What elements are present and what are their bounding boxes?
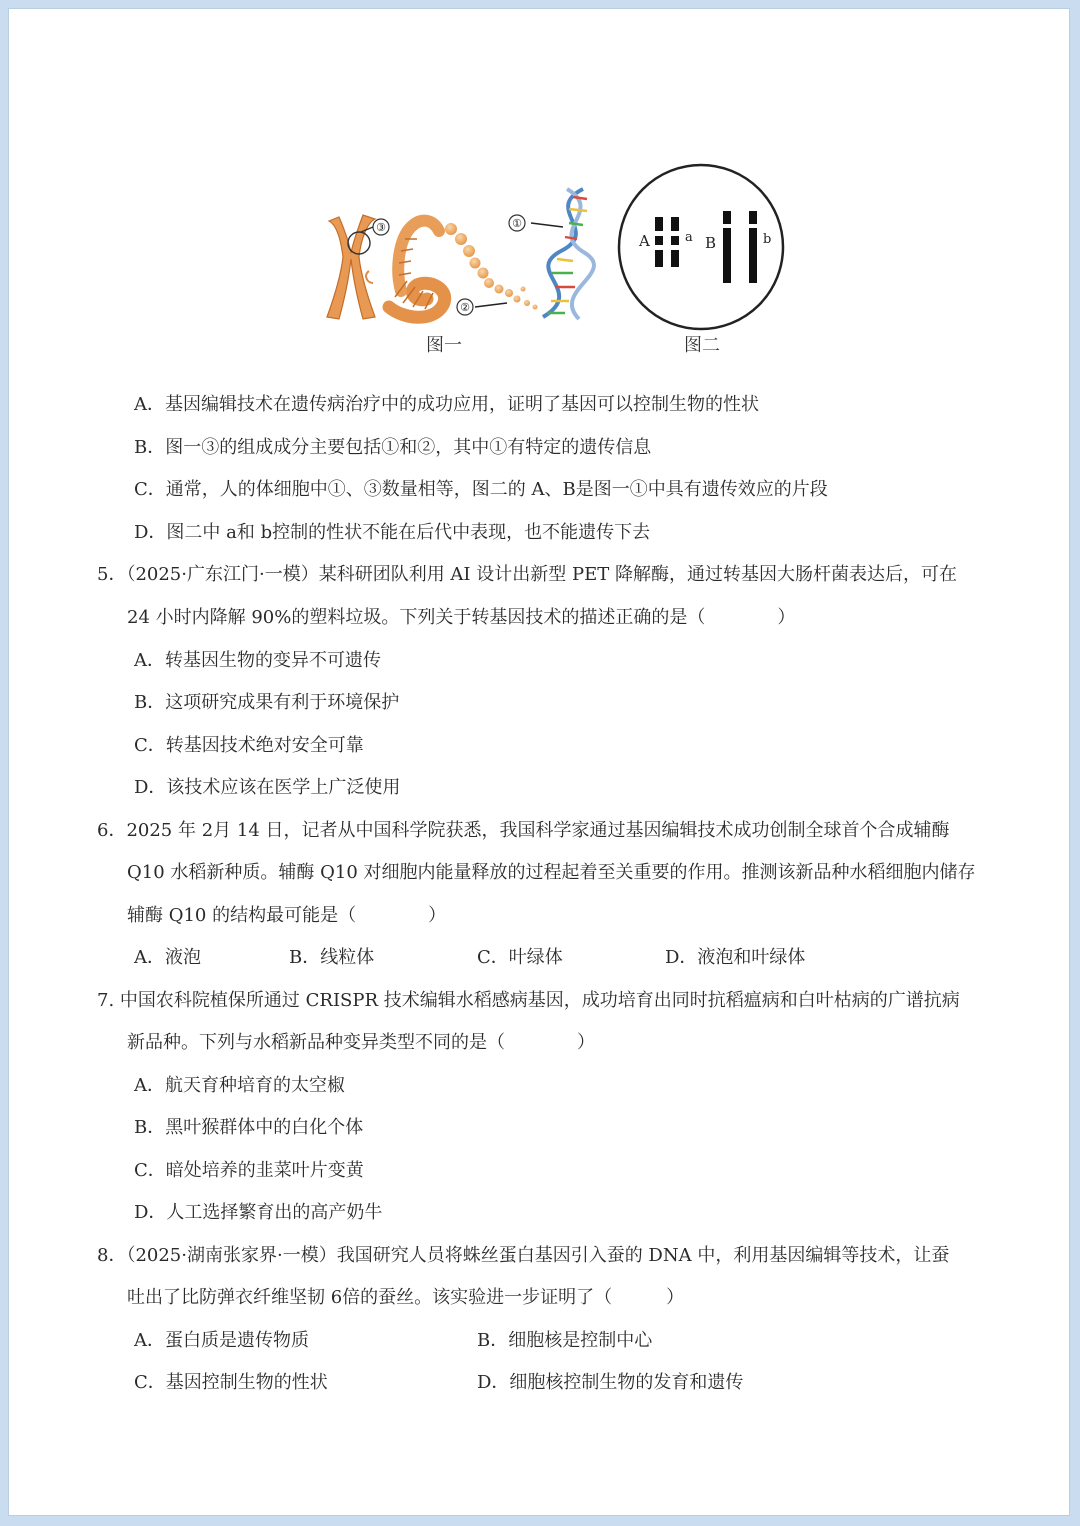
q6-stem-line-1: 6．2025 年 2月 14 日，记者从中国科学院获悉，我国科学家通过基因编辑技术成功创制全球首个合成辅酶 [97,820,950,841]
q6-option-d: D．液泡和叶绿体 [665,947,806,968]
q6-option-c: C．叶绿体 [477,947,563,968]
q8-option-b: B．细胞核是控制中心 [477,1330,653,1351]
q7-option-d: D．人工选择繁育出的高产奶牛 [134,1202,383,1223]
marker-1: ① [512,217,522,230]
q4-option-b: B．图一③的组成成分主要包括①和②，其中①有特定的遗传信息 [134,437,652,458]
label-gene-b: b [763,232,772,247]
marker-2: ② [460,301,470,314]
figure-1-caption: 图一 [426,335,462,356]
dna-helix-icon [457,189,594,319]
q4-option-c: C．通常，人的体细胞中①、③数量相等，图二的 A、B是图一①中具有遗传效应的片段 [134,479,828,500]
q7-option-b: B．黑叶猴群体中的白化个体 [134,1117,364,1138]
q8-stem-line-2: 吐出了比防弹衣纤维坚韧 6倍的蚕丝。该实验进一步证明了（ ） [127,1287,685,1308]
q6-option-b: B．线粒体 [289,947,375,968]
marker-3: ③ [376,221,386,234]
q5-option-d: D．该技术应该在医学上广泛使用 [134,777,401,798]
q6-stem-line-2: Q10 水稻新种质。辅酶 Q10 对细胞内能量释放的过程起着至关重要的作用。推测该新品种水稻细胞内储存 [127,862,976,883]
label-gene-a: a [685,230,693,245]
q7-option-a: A．航天育种培育的太空椒 [134,1075,345,1096]
q8-option-a: A．蛋白质是遗传物质 [134,1330,309,1351]
q6-stem-line-3: 辅酶 Q10 的结构最可能是（ ） [127,905,447,926]
label-gene-B: B [705,234,717,252]
chromatin-coil-icon [389,221,445,318]
q7-stem-line-1: 7. 中国农科院植保所通过 CRISPR 技术编辑水稻感病基因，成功培育出同时抗稻瘟病和白叶枯病的广谱抗病 [97,990,960,1011]
cell-chromosome-pairs-diagram [615,161,787,333]
q7-option-c: C．暗处培养的韭菜叶片变黄 [134,1160,364,1181]
q6-option-a: A．液泡 [134,947,201,968]
q5-option-a: A．转基因生物的变异不可遗传 [134,650,381,671]
chromosome-icon [327,215,389,319]
exam-page [8,8,1070,1516]
q5-option-b: B．这项研究成果有利于环境保护 [134,692,400,713]
q8-option-d: D．细胞核控制生物的发育和遗传 [477,1372,744,1393]
nucleosome-beads-icon [445,223,538,310]
label-gene-A: A [639,232,650,250]
q5-stem-line-2: 24 小时内降解 90%的塑料垃圾。下列关于转基因技术的描述正确的是（ ） [127,607,796,628]
q4-option-a: A．基因编辑技术在遗传病治疗中的成功应用，证明了基因可以控制生物的性状 [134,394,759,415]
q8-stem-line-1: 8．（2025·湖南张家界·一模）我国研究人员将蛛丝蛋白基因引入蚕的 DNA 中，利用基因编辑等技术，让蚕 [97,1245,950,1266]
q5-stem-line-1: 5．（2025·广东江门·一模）某科研团队利用 AI 设计出新型 PET 降解酶，通过转基因大肠杆菌表达后，可在 [97,564,957,585]
chromosome-dna-illustration [311,179,601,334]
q5-option-c: C．转基因技术绝对安全可靠 [134,735,364,756]
q7-stem-line-2: 新品种。下列与水稻新品种变异类型不同的是（ ） [127,1032,595,1053]
q4-option-d: D．图二中 a和 b控制的性状不能在后代中表现，也不能遗传下去 [134,522,651,543]
q8-option-c: C．基因控制生物的性状 [134,1372,328,1393]
figure-2-caption: 图二 [684,335,720,356]
